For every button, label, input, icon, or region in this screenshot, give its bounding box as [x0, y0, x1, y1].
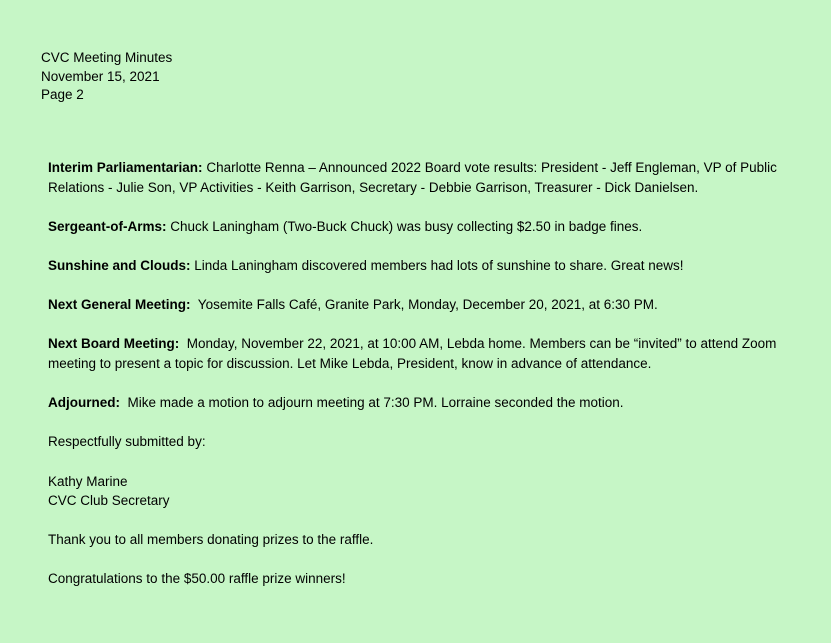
section-text: Yosemite Falls Café, Granite Park, Monday, December 20, 2021, at 6:30 PM.: [190, 297, 658, 313]
section-interim-parliamentarian: [48, 158, 788, 197]
minutes-body: [48, 158, 788, 609]
section-text: Linda Laningham discovered members had lots of sunshine to share. Great news!: [190, 257, 684, 273]
section-sunshine-and-clouds: [48, 256, 788, 276]
section-text: Monday, November 22, 2021, at 10:00 AM, Lebda home. Members can be “invited” to attend Zoom meeting to present a topic for discussion. Let Mike Lebda, President, know in advance of attendance.: [48, 336, 781, 371]
raffle-thanks: Thank you to all members donating prizes to the raffle.: [48, 532, 374, 548]
section-text: Mike made a motion to adjourn meeting at 7:30 PM. Lorraine seconded the motion.: [120, 395, 624, 411]
section-text: Charlotte Renna – Announced 2022 Board vote results: President - Jeff Engleman, VP of Public Relations - Julie Son, VP Activities - Keith Garrison, Secretary - Debbie Garrison, Treasurer - Dick Danielsen.: [48, 160, 777, 195]
section-label: Adjourned:: [48, 395, 120, 411]
section-sergeant-of-arms: [48, 217, 788, 237]
section-label: Sunshine and Clouds:: [48, 257, 191, 273]
section-next-board-meeting: [48, 334, 788, 373]
secretary-name: Kathy Marine: [48, 473, 128, 489]
header-page-number: Page 2: [41, 87, 84, 102]
secretary-title: CVC Club Secretary: [48, 493, 170, 509]
section-adjourned: [48, 393, 788, 413]
section-next-general-meeting: [48, 295, 788, 315]
submitted-by-line: Respectfully submitted by:: [48, 434, 206, 450]
section-label: Next Board Meeting:: [48, 336, 180, 352]
header-title: CVC Meeting Minutes: [41, 50, 173, 65]
raffle-congratulations: Congratulations to the $50.00 raffle prize winners!: [48, 571, 346, 587]
section-label: Sergeant-of-Arms:: [48, 218, 167, 234]
document-header: [41, 49, 172, 105]
section-text: Chuck Laningham (Two-Buck Chuck) was busy collecting $2.50 in badge fines.: [166, 218, 643, 234]
section-label: Next General Meeting:: [48, 297, 191, 313]
header-date: November 15, 2021: [41, 68, 160, 84]
section-label: Interim Parliamentarian:: [48, 160, 203, 175]
